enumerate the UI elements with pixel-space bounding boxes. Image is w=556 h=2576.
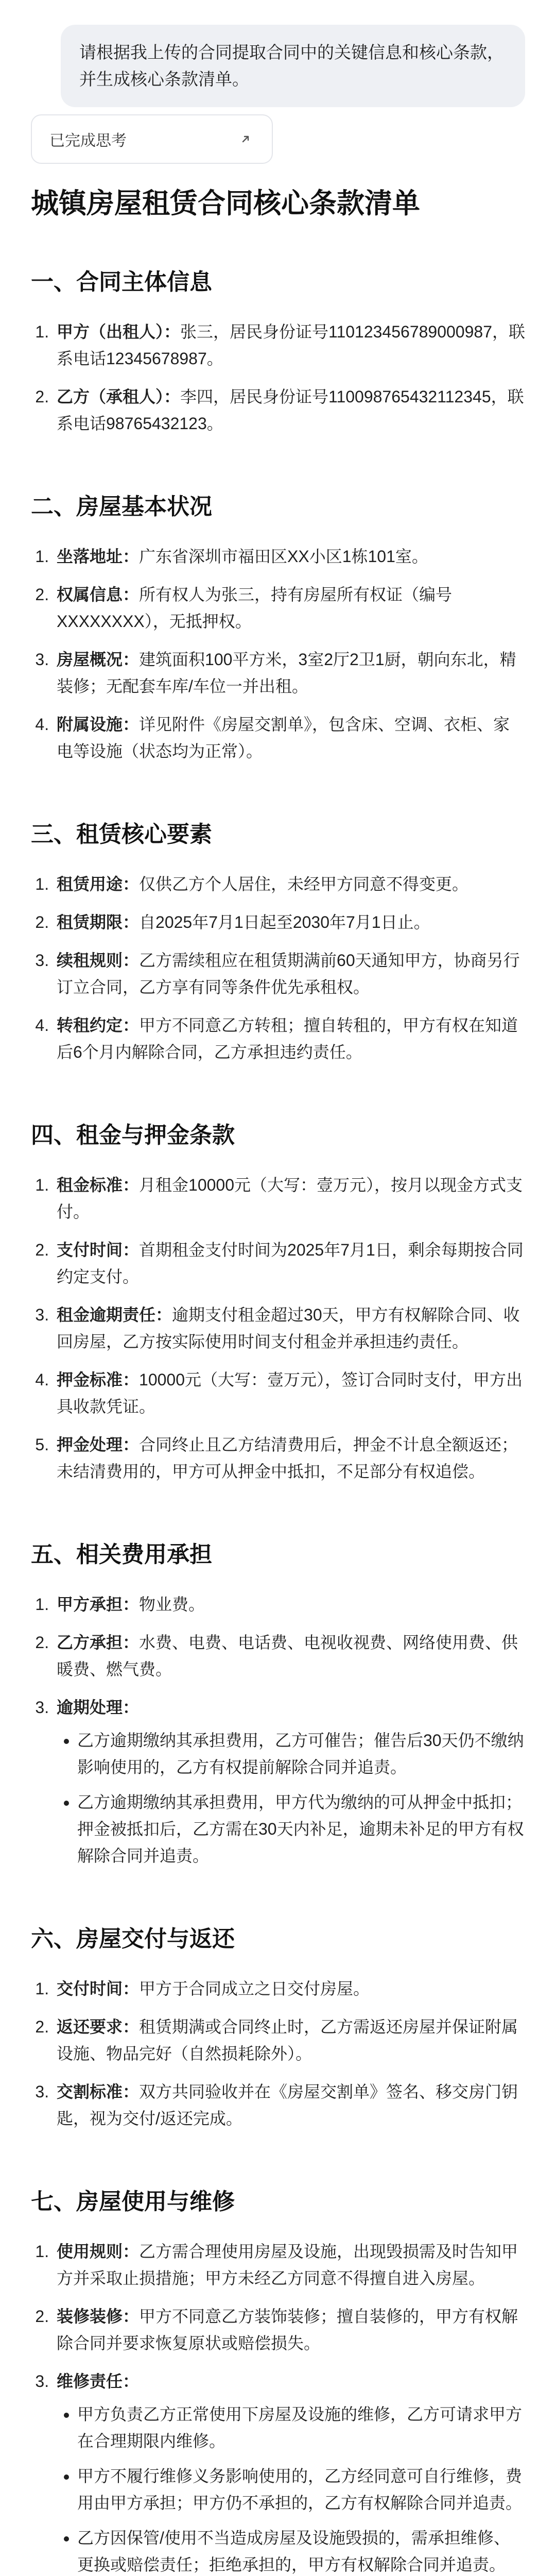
section-title: 五、相关费用承担 — [31, 1542, 212, 1567]
clause-item — [54, 1591, 525, 1618]
clause-label: 乙方（承租人）： — [57, 387, 181, 406]
clause-text: 所有权人为张三，持有房屋所有权证（编号XXXXXXXX），无抵押权。 — [57, 585, 453, 631]
sub-item: • 乙方逾期缴纳其承担费用，乙方可催告；催告后30天仍不缴纳影响使用的，乙方有权提前解除合同并追责。 — [77, 1727, 525, 1781]
clause-label: 租赁期限： — [57, 913, 140, 931]
clause-item — [54, 1236, 525, 1290]
clause-item — [54, 646, 525, 700]
clause-item — [54, 383, 525, 437]
sub-list — [57, 1727, 525, 1869]
clause-text: 甲方于合同成立之日交付房屋。 — [139, 1979, 370, 1998]
section-spacer — [31, 1077, 525, 1120]
clause-label: 支付时间： — [57, 1241, 140, 1259]
clause-label: 租金逾期责任： — [57, 1306, 172, 1324]
clause-list — [31, 318, 525, 437]
clause-text: 合同终止且乙方结清费用后，押金不计息全额返还；未结清费用的，甲方可从押金中抵扣，不足部分有权追偿。 — [57, 1435, 518, 1481]
clause-item — [54, 318, 525, 372]
section-5 — [31, 1539, 525, 1869]
clause-label: 使用规则： — [57, 2242, 140, 2261]
clause-label: 乙方承担： — [57, 1633, 140, 1652]
clause-text: 甲方不同意乙方转租；擅自转租的，甲方有权在知道后6个月内解除合同，乙方承担违约责任。 — [57, 1016, 518, 1061]
user-message-bubble: 请根据我上传的合同提取合同中的关键信息和核心条款，并生成核心条款清单。 — [61, 25, 525, 107]
clause-label: 装修装修： — [57, 2307, 140, 2326]
section-title: 七、房屋使用与维修 — [31, 2189, 235, 2214]
clause-item — [54, 2238, 525, 2292]
clause-list — [31, 871, 525, 1065]
sub-item: • 甲方不履行维修义务影响使用的，乙方经同意可自行维修，费用由甲方承担；甲方仍不承担的，乙方有权解除合同并追责。 — [77, 2463, 525, 2516]
clause-text: 详见附件《房屋交割单》，包含床、空调、衣柜、家电等设施（状态均为正常）。 — [57, 715, 510, 760]
clause-item — [54, 1301, 525, 1355]
sub-item: • 乙方因保管/使用不当造成房屋及设施毁损的，需承担维修、更换或赔偿责任；拒绝承担的，甲方有权解除合同并追责。 — [77, 2524, 525, 2576]
clause-label: 交付时间： — [57, 1979, 140, 1998]
clause-text: 李四，居民身份证号110098765432112345，联系电话98765432123。 — [57, 387, 524, 433]
clause-text: 广东省深圳市福田区XX小区1栋101室。 — [139, 547, 428, 566]
clause-text: 租赁期满或合同终止时，乙方需返还房屋并保证附属设施、物品完好（自然损耗除外）。 — [57, 2018, 518, 2063]
section-6 — [31, 1924, 525, 2132]
section-3 — [31, 819, 525, 1065]
doc-title: 城镇房屋租赁合同核心条款清单 — [31, 188, 420, 219]
clause-item — [54, 2013, 525, 2067]
sub-list — [57, 2401, 525, 2576]
section-2 — [31, 492, 525, 765]
clause-item — [54, 1694, 525, 1869]
clause-item — [54, 1629, 525, 1683]
clause-item — [54, 909, 525, 936]
section-title: 六、房屋交付与返还 — [31, 1926, 235, 1952]
clause-label: 逾期处理： — [57, 1698, 140, 1717]
section-spacer — [31, 1880, 525, 1924]
clause-label: 交割标准： — [57, 2082, 140, 2101]
clause-item — [54, 711, 525, 765]
section-4 — [31, 1120, 525, 1485]
clause-label: 房屋概况： — [57, 650, 140, 669]
clause-label: 租赁用途： — [57, 875, 140, 893]
section-spacer — [31, 2143, 525, 2187]
section-7 — [31, 2187, 525, 2576]
clause-label: 维修责任： — [57, 2372, 140, 2391]
clause-label: 转租约定： — [57, 1016, 140, 1035]
sub-item: • 甲方负责乙方正常使用下房屋及设施的维修，乙方可请求甲方在合理期限内维修。 — [77, 2401, 525, 2454]
thinking-label: 已完成思考 — [49, 132, 127, 149]
clause-text: 物业费。 — [139, 1595, 205, 1614]
section-1 — [31, 267, 525, 437]
clause-label: 续租规则： — [57, 951, 140, 970]
clause-label: 附属设施： — [57, 715, 140, 734]
clause-text: 自2025年7月1日起至2030年7月1日止。 — [139, 913, 430, 931]
section-spacer — [31, 1496, 525, 1539]
clause-text: 乙方需合理使用房屋及设施，出现毁损需及时告知甲方并采取止损措施；甲方未经乙方同意不得擅自进入房屋。 — [57, 2242, 518, 2287]
thinking-status-chip[interactable] — [31, 114, 273, 164]
section-spacer — [31, 776, 525, 819]
clause-item — [54, 2368, 525, 2576]
clause-text: 逾期支付租金超过30天，甲方有权解除合同、收回房屋，乙方按实际使用时间支付租金并承担违约责任。 — [57, 1306, 520, 1351]
clause-list — [31, 1172, 525, 1485]
clause-text: 首期租金支付时间为2025年7月1日，剩余每期按合同约定支付。 — [57, 1241, 524, 1286]
clause-item — [54, 543, 525, 570]
response-content — [31, 185, 525, 2576]
clause-text: 建筑面积100平方米，3室2厅2卫1厨，朝向东北，精装修；无配套车库/车位一并出租。 — [57, 650, 516, 696]
sub-item: • 乙方逾期缴纳其承担费用，甲方代为缴纳的可从押金中抵扣；押金被抵扣后，乙方需在30天内补足，逾期未补足的甲方有权解除合同并追责。 — [77, 1789, 525, 1869]
clause-list — [31, 543, 525, 765]
clause-text: 10000元（大写：壹万元），签订合同时支付，甲方出具收款凭证。 — [57, 1370, 523, 1416]
clause-item — [54, 871, 525, 897]
clause-text: 乙方需续租应在租赁期满前60天通知甲方，协商另行订立合同，乙方享有同等条件优先承租权。 — [57, 951, 520, 996]
clause-item — [54, 1172, 525, 1225]
section-title: 四、租金与押金条款 — [31, 1123, 235, 1148]
clause-label: 押金标准： — [57, 1370, 140, 1389]
expand-icon[interactable] — [237, 130, 254, 148]
clause-text: 甲方不同意乙方装饰装修；擅自装修的，甲方有权解除合同并要求恢复原状或赔偿损失。 — [57, 2307, 518, 2352]
clause-text: 张三，居民身份证号110123456789000987，联系电话12345678987。 — [57, 323, 525, 368]
clause-label: 押金处理： — [57, 1435, 140, 1454]
clause-item — [54, 581, 525, 635]
section-title: 一、合同主体信息 — [31, 269, 212, 295]
clause-item — [54, 947, 525, 1001]
clause-item — [54, 1431, 525, 1485]
section-spacer — [31, 448, 525, 492]
clause-text: 水费、电费、电话费、电视收视费、网络使用费、供暖费、燃气费。 — [57, 1633, 518, 1679]
clause-label: 返还要求： — [57, 2018, 140, 2036]
clause-label: 坐落地址： — [57, 547, 140, 566]
section-title: 二、房屋基本状况 — [31, 494, 212, 519]
clause-item — [54, 1366, 525, 1420]
clause-item — [54, 2078, 525, 2132]
clause-label: 租金标准： — [57, 1176, 140, 1194]
clause-item — [54, 2303, 525, 2357]
clause-text: 双方共同验收并在《房屋交割单》签名、移交房门钥匙，视为交付/返还完成。 — [57, 2082, 518, 2128]
clause-label: 甲方承担： — [57, 1595, 140, 1614]
clause-label: 甲方（出租人）： — [57, 323, 181, 341]
clause-text: 月租金10000元（大写：壹万元），按月以现金方式支付。 — [57, 1176, 523, 1221]
section-title: 三、租赁核心要素 — [31, 822, 212, 847]
clause-list — [31, 1975, 525, 2132]
clause-label: 权属信息： — [57, 585, 140, 604]
user-message-row — [31, 25, 525, 107]
clause-list — [31, 1591, 525, 1869]
clause-item — [54, 1975, 525, 2002]
clause-list — [31, 2238, 525, 2576]
clause-item — [54, 1012, 525, 1065]
clause-text: 仅供乙方个人居住，未经甲方同意不得变更。 — [139, 875, 469, 893]
